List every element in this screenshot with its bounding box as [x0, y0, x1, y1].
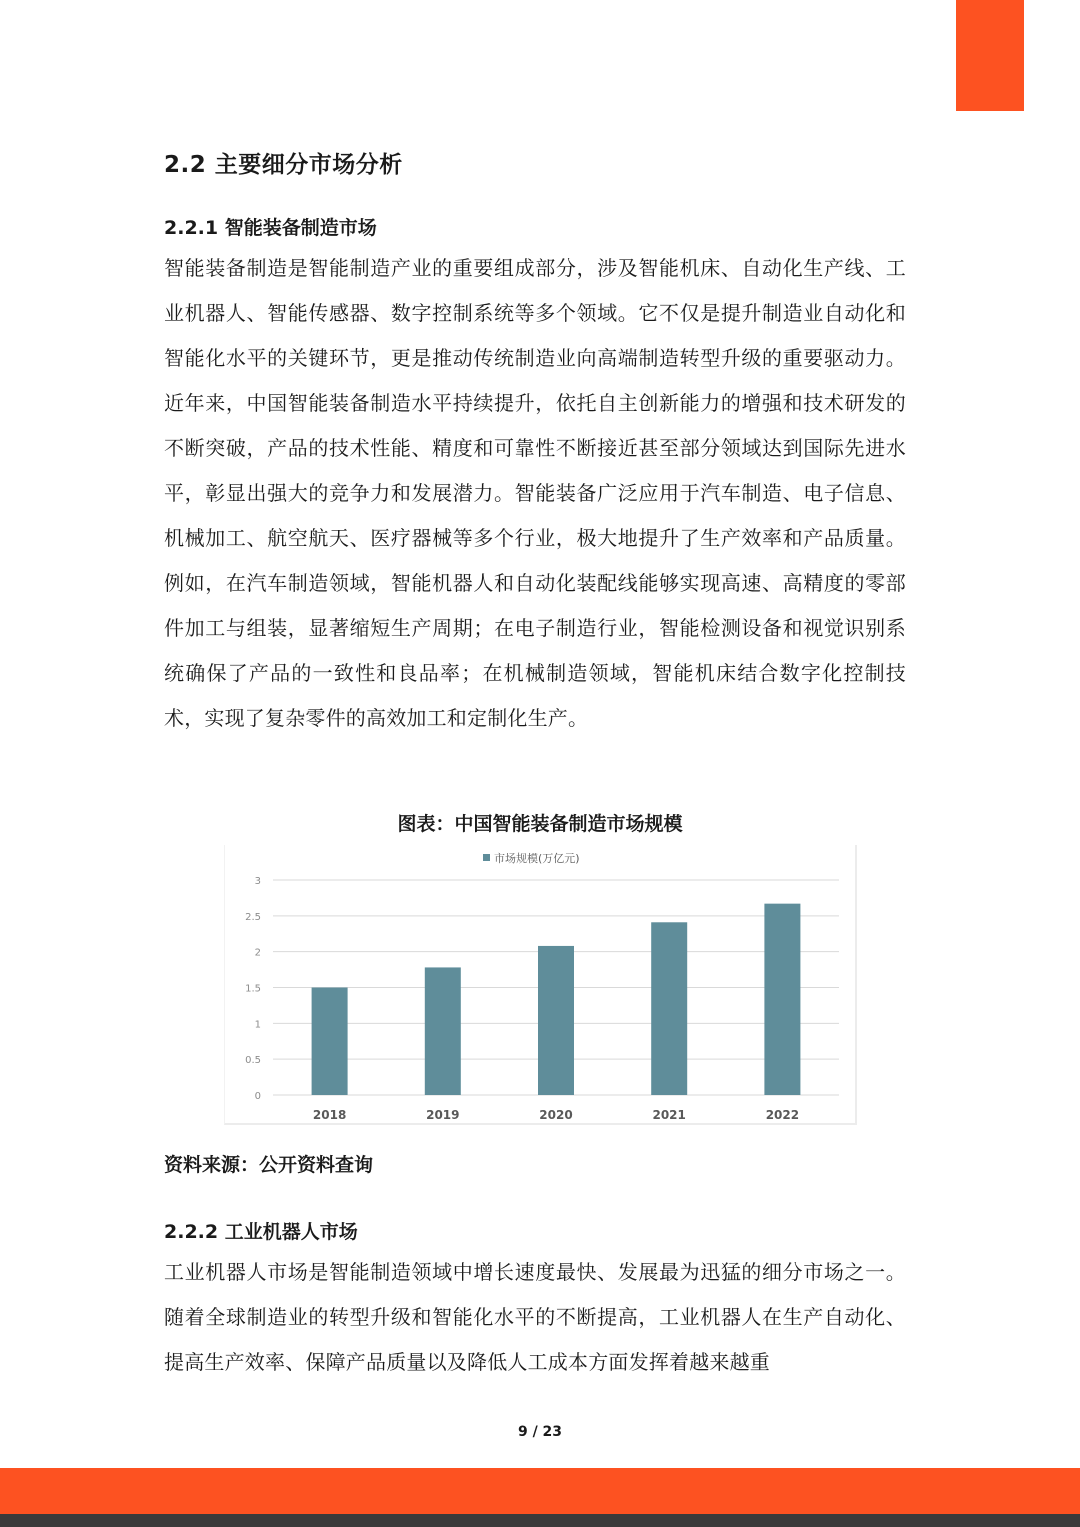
y-axis-ticks	[245, 876, 261, 1102]
footer-dark-bar	[0, 1514, 1080, 1527]
y-tick-label: 1.5	[245, 983, 261, 995]
paragraph-smart-equipment: 智能装备制造是智能制造产业的重要组成部分，涉及智能机床、自动化生产线、工业机器人、智能传感器、数字控制系统等多个领域。它不仅是提升制造业自动化和智能化水平的关键环节，更是推动传统制造业向高端制造转型升级的重要驱动力。近年来，中国智能装备制造水平持续提升，依托自主创新能力的增强和技术研发的不断突破，产品的技术性能、精度和可靠性不断接近甚至部分领域达到国际先进水平，彰显出强大的竞争力和发展潜力。智能装备广泛应用于汽车制造、电子信息、机械加工、航空航天、医疗器械等多个行业，极大地提升了生产效率和产品质量。例如，在汽车制造领域，智能机器人和自动化装配线能够实现高速、高精度的零部件加工与组装，显著缩短生产周期；在电子制造行业，智能检测设备和视觉识别系统确保了产品的一致性和良品率；在机械制造领域，智能机床结合数字化控制技术，实现了复杂零件的高效加工和定制化生产。	[164, 256, 906, 730]
page-number: 9 / 23	[517, 1424, 563, 1440]
bar-2019	[425, 967, 461, 1095]
chart-legend	[483, 851, 580, 865]
y-tick-label: 3	[254, 876, 261, 887]
y-tick-label: 2	[254, 947, 261, 959]
x-axis-ticks	[313, 1108, 799, 1122]
bars	[312, 904, 801, 1095]
subsection-title-industrial-robots: 2.2.2 工业机器人市场	[164, 1221, 358, 1243]
x-tick-label: 2020	[539, 1108, 573, 1122]
section-title: 2.2 主要细分市场分析	[164, 152, 403, 178]
legend-label: 市场规模(万亿元)	[494, 852, 580, 865]
paragraph-industrial-robots: 工业机器人市场是智能制造领域中增长速度最快、发展最为迅猛的细分市场之一。随着全球制造业的转型升级和智能化水平的不断提高，工业机器人在生产自动化、提高生产效率、保障产品质量以及降低人工成本方面发挥着越来越重	[164, 1260, 906, 1374]
bar-2018	[312, 988, 348, 1096]
x-tick-label: 2021	[652, 1108, 686, 1122]
legend-swatch	[483, 854, 490, 861]
bar-2020	[538, 946, 574, 1095]
subsection-title-smart-equipment: 2.2.1 智能装备制造市场	[164, 217, 377, 239]
x-tick-label: 2018	[312, 1108, 347, 1122]
bar-2021	[651, 922, 687, 1095]
chart-source: 资料来源：公开资料查询	[164, 1154, 374, 1176]
bar-chart	[225, 845, 855, 1123]
chart-caption: 图表：中国智能装备制造市场规模	[397, 813, 683, 835]
y-tick-label: 0	[254, 1091, 261, 1102]
footer-accent-bar	[0, 1468, 1080, 1514]
y-tick-label: 0.5	[245, 1055, 261, 1067]
corner-accent-tab	[956, 0, 1024, 111]
chart-container	[224, 845, 857, 1125]
x-tick-label: 2022	[765, 1108, 800, 1122]
y-tick-label: 1	[254, 1019, 261, 1031]
x-tick-label: 2019	[426, 1108, 460, 1122]
bar-2022	[764, 904, 800, 1095]
y-tick-label: 2.5	[245, 911, 261, 923]
